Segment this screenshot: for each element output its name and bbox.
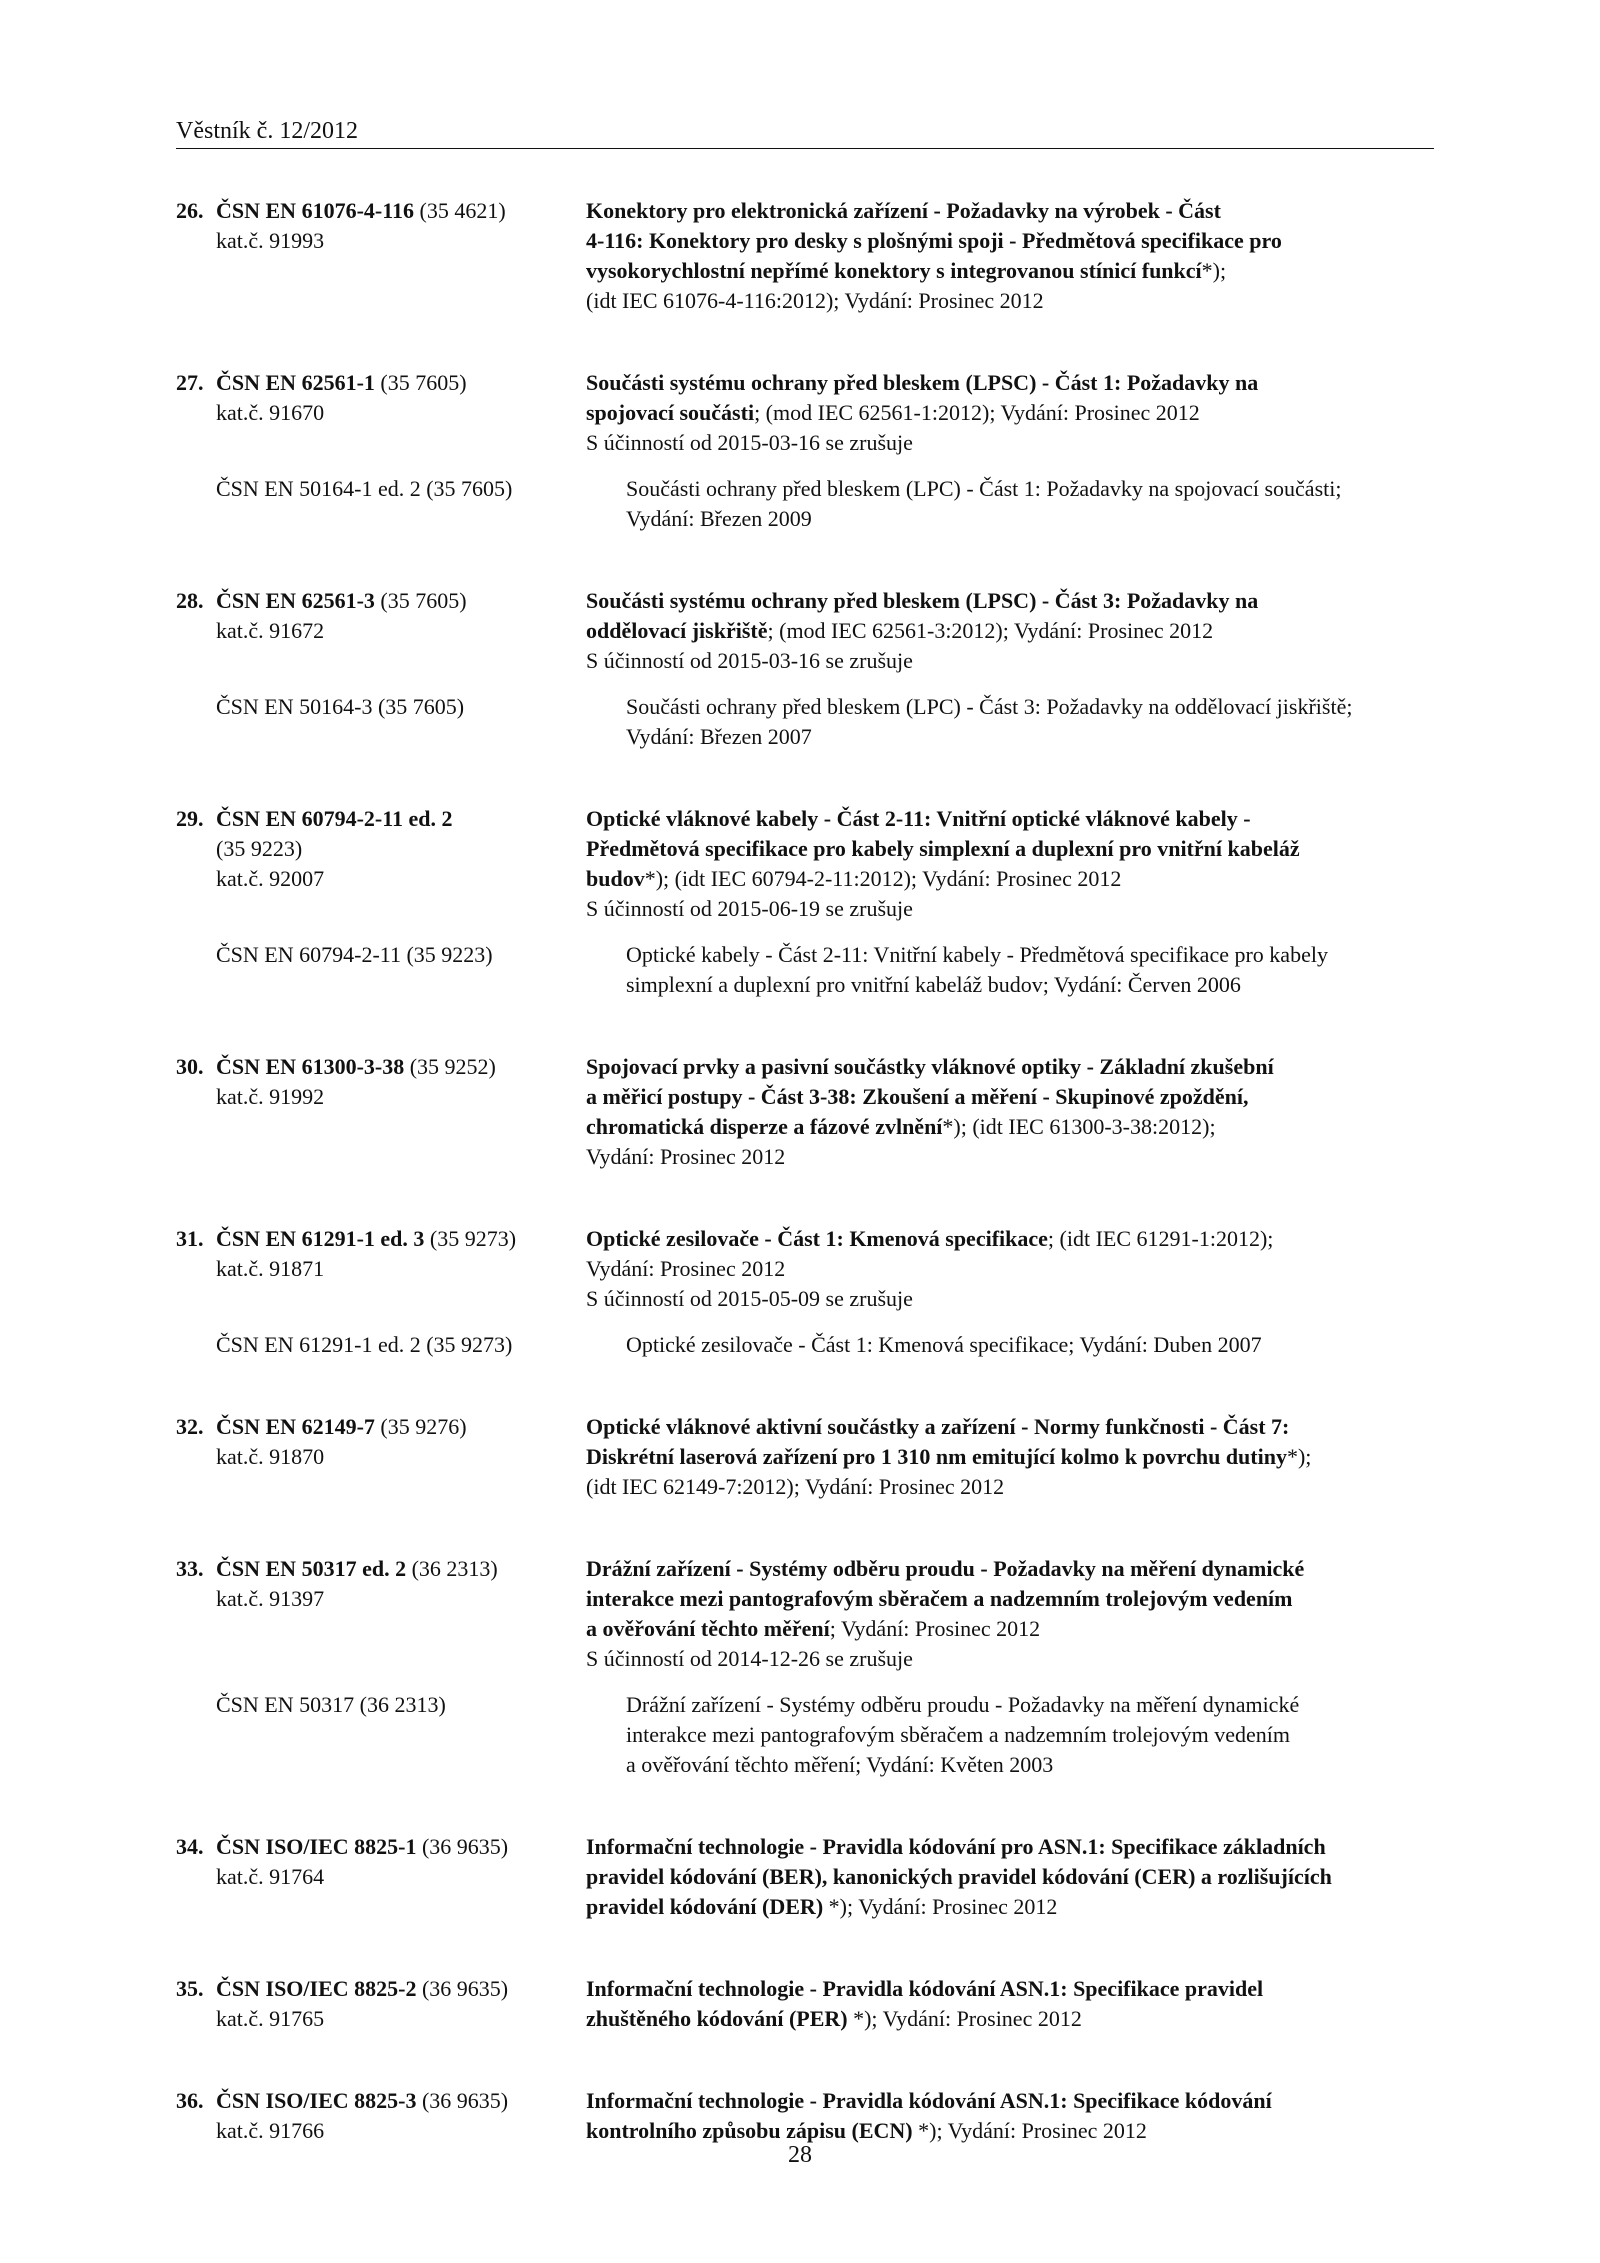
entry-number: 27. [176, 370, 204, 395]
standard-code-line [176, 1052, 586, 1082]
standard-entry [176, 368, 1436, 534]
standard-description [586, 1412, 1436, 1502]
replaced-standard-row [176, 940, 1436, 1000]
standard-title: budov [586, 866, 645, 891]
replaced-standard-code: ČSN EN 50164-3 (35 7605) [216, 694, 465, 719]
entry-number: 28. [176, 588, 204, 613]
journal-title: Věstník č. 12/2012 [176, 118, 358, 144]
standard-code-line [176, 1554, 586, 1584]
standard-code-line [176, 368, 586, 398]
standard-details: S účinností od 2015-03-16 se zrušuje [586, 430, 913, 455]
standard-identifier [176, 586, 586, 676]
standard-description [586, 1832, 1436, 1922]
standard-entry [176, 1974, 1436, 2034]
standard-details: *); [1286, 1444, 1312, 1469]
standard-details: S účinností od 2015-06-19 se zrušuje [586, 896, 913, 921]
standard-identifier [176, 1832, 586, 1922]
standard-code: ČSN EN 60794-2-11 ed. 2 [216, 806, 453, 831]
replaced-standard-description [626, 692, 1436, 752]
standard-description [586, 1974, 1436, 2034]
replaced-standard-text: interakce mezi pantografovým sběračem a nadzemním trolejovým vedením [626, 1722, 1291, 1747]
entry-number: 34. [176, 1834, 204, 1859]
catalog-number: kat.č. 91871 [216, 1256, 325, 1281]
standard-code-line [176, 804, 586, 834]
standard-identifier [176, 1224, 586, 1314]
standards-list [176, 196, 1436, 2198]
standard-details: ; (mod IEC 62561-1:2012); Vydání: Prosinec 2012 [754, 400, 1200, 425]
standard-title: spojovací součásti [586, 400, 755, 425]
catalog-number: kat.č. 91397 [216, 1586, 325, 1611]
standard-entry [176, 1052, 1436, 1172]
standard-main-row [176, 1412, 1436, 1502]
replaced-standard-description [626, 1330, 1436, 1360]
replaced-standard-text: Vydání: Březen 2009 [626, 506, 812, 531]
standard-details: *); (idt IEC 60794-2-11:2012); Vydání: Prosinec 2012 [644, 866, 1122, 891]
standard-code: ČSN EN 61300-3-38 [216, 1054, 405, 1079]
catalog-number: kat.č. 91670 [216, 400, 325, 425]
standard-title: interakce mezi pantografovým sběračem a nadzemním trolejovým vedením [586, 1586, 1293, 1611]
replaced-standard-text: Drážní zařízení - Systémy odběru proudu - Požadavky na měření dynamické [626, 1692, 1300, 1717]
catalog-number: kat.č. 91992 [216, 1084, 325, 1109]
standard-description [586, 1554, 1436, 1674]
replaced-standard-description [626, 474, 1436, 534]
entry-number: 35. [176, 1976, 204, 2001]
standard-description [586, 368, 1436, 458]
standard-details: S účinností od 2014-12-26 se zrušuje [586, 1646, 913, 1671]
catalog-number: kat.č. 91764 [216, 1864, 325, 1889]
standard-entry [176, 1554, 1436, 1780]
replaced-standard-text: Optické zesilovače - Část 1: Kmenová specifikace; Vydání: Duben 2007 [626, 1332, 1262, 1357]
standard-title: pravidel kódování (DER) [586, 1894, 824, 1919]
replaced-standard-row [176, 1330, 1436, 1360]
standard-title: Součásti systému ochrany před bleskem (LPSC) - Část 3: Požadavky na [586, 588, 1259, 613]
standard-description [586, 804, 1436, 924]
standard-code: ČSN EN 62149-7 [216, 1414, 375, 1439]
standard-code: ČSN ISO/IEC 8825-1 [216, 1834, 417, 1859]
standard-title: kontrolního způsobu zápisu (ECN) [586, 2118, 913, 2143]
standard-identifier [176, 1052, 586, 1172]
standard-entry [176, 1224, 1436, 1360]
standard-code: ČSN EN 61291-1 ed. 3 [216, 1226, 425, 1251]
standard-details: *); (idt IEC 61300-3-38:2012); [942, 1114, 1216, 1139]
standard-details: S účinností od 2015-03-16 se zrušuje [586, 648, 913, 673]
standard-main-row [176, 196, 1436, 316]
standard-title: a ověřování těchto měření [586, 1616, 830, 1641]
standard-code: ČSN ISO/IEC 8825-2 [216, 1976, 417, 2001]
catalog-number: kat.č. 92007 [216, 866, 325, 891]
standard-description [586, 1052, 1436, 1172]
standard-main-row [176, 1224, 1436, 1314]
catalog-number: kat.č. 91765 [216, 2006, 325, 2031]
standard-title: Součásti systému ochrany před bleskem (LPSC) - Část 1: Požadavky na [586, 370, 1259, 395]
replaced-standard-text: Součásti ochrany před bleskem (LPC) - Část 1: Požadavky na spojovací součásti; [626, 476, 1342, 501]
catalog-number: kat.č. 91672 [216, 618, 325, 643]
standard-title: Optické vláknové aktivní součástky a zařízení - Normy funkčnosti - Část 7: [586, 1414, 1290, 1439]
standard-identifier [176, 804, 586, 924]
standard-description [586, 1224, 1436, 1314]
standard-title: Konektory pro elektronická zařízení - Požadavky na výrobek - Část [586, 198, 1221, 223]
entry-number: 36. [176, 2088, 204, 2113]
standard-code-line [176, 2086, 586, 2116]
classification-code: (35 4621) [414, 198, 506, 223]
standard-code: ČSN EN 61076-4-116 [216, 198, 415, 223]
standard-title: pravidel kódování (BER), kanonických pravidel kódování (CER) a rozlišujících [586, 1864, 1332, 1889]
classification-code: (35 7605) [374, 370, 467, 395]
standard-title: vysokorychlostní nepřímé konektory s integrovanou stínicí funkcí [586, 258, 1202, 283]
standard-entry [176, 1832, 1436, 1922]
replaced-standard-text: Optické kabely - Část 2-11: Vnitřní kabely - Předmětová specifikace pro kabely [626, 942, 1328, 967]
standard-description [586, 2086, 1436, 2146]
replaced-standard-description [626, 1690, 1436, 1780]
replaced-standard-code: ČSN EN 60794-2-11 (35 9223) [216, 942, 493, 967]
replaced-standard-text: simplexní a duplexní pro vnitřní kabeláž budov; Vydání: Červen 2006 [626, 972, 1241, 997]
standard-code-line [176, 1974, 586, 2004]
entry-number: 32. [176, 1414, 204, 1439]
classification-code: (36 9635) [416, 1976, 509, 2001]
replaced-standard-text: Součásti ochrany před bleskem (LPC) - Část 3: Požadavky na oddělovací jiskřiště; [626, 694, 1353, 719]
catalog-number: kat.č. 91993 [216, 228, 325, 253]
page-header [176, 110, 1434, 149]
standard-entry [176, 196, 1436, 316]
classification-code: (36 2313) [406, 1556, 498, 1581]
standard-code-line [176, 1832, 586, 1862]
standard-main-row [176, 1554, 1436, 1674]
standard-details: ; (mod IEC 62561-3:2012); Vydání: Prosinec 2012 [767, 618, 1214, 643]
standard-description [586, 586, 1436, 676]
standard-title: a měřicí postupy - Část 3-38: Zkoušení a měření - Skupinové zpoždění, [586, 1084, 1249, 1109]
standard-details: (idt IEC 61076-4-116:2012); Vydání: Prosinec 2012 [586, 288, 1044, 313]
standard-title: Drážní zařízení - Systémy odběru proudu - Požadavky na měření dynamické [586, 1556, 1305, 1581]
standard-main-row [176, 1832, 1436, 1922]
standard-identifier [176, 368, 586, 458]
entry-number: 30. [176, 1054, 204, 1079]
standard-details: Vydání: Prosinec 2012 [586, 1256, 786, 1281]
standard-entry [176, 586, 1436, 752]
replaced-standard-code: ČSN EN 61291-1 ed. 2 (35 9273) [216, 1332, 513, 1357]
standard-title: 4-116: Konektory pro desky s plošnými spoji - Předmětová specifikace pro [586, 228, 1282, 253]
standard-entry [176, 804, 1436, 1000]
entry-number: 31. [176, 1226, 204, 1251]
standard-code: ČSN ISO/IEC 8825-3 [216, 2088, 417, 2113]
standard-title: chromatická disperze a fázové zvlnění [586, 1114, 943, 1139]
classification-code: (35 9252) [404, 1054, 496, 1079]
classification-code: (35 7605) [374, 588, 467, 613]
classification-code: (35 9273) [424, 1226, 517, 1251]
standard-details: *); Vydání: Prosinec 2012 [823, 1894, 1058, 1919]
replaced-standard-row [176, 1690, 1436, 1780]
catalog-number: kat.č. 91766 [216, 2118, 325, 2143]
standard-entry [176, 1412, 1436, 1502]
classification-code: (35 9276) [374, 1414, 467, 1439]
standard-title: zhuštěného kódování (PER) [586, 2006, 848, 2031]
standard-title: Optické zesilovače - Část 1: Kmenová specifikace [586, 1226, 1048, 1251]
standard-code-line [176, 196, 586, 226]
standard-code-line [176, 1412, 586, 1442]
catalog-number: kat.č. 91870 [216, 1444, 325, 1469]
page-number: 28 [788, 2142, 812, 2168]
standard-code: ČSN EN 62561-1 [216, 370, 375, 395]
replaced-standard-code: ČSN EN 50164-1 ed. 2 (35 7605) [216, 476, 513, 501]
classification-code: (36 9635) [416, 1834, 509, 1859]
standard-main-row [176, 368, 1436, 458]
standard-title: Optické vláknové kabely - Část 2-11: Vnitřní optické vláknové kabely - [586, 806, 1251, 831]
standard-main-row [176, 1974, 1436, 2034]
standard-code-line [176, 1224, 586, 1254]
classification-code: (35 9223) [216, 836, 303, 861]
standard-details: ; Vydání: Prosinec 2012 [829, 1616, 1041, 1641]
standard-main-row [176, 586, 1436, 676]
replaced-standard-row [176, 474, 1436, 534]
standard-identifier [176, 2086, 586, 2146]
replaced-standard-code: ČSN EN 50317 (36 2313) [216, 1692, 446, 1717]
standard-title: Informační technologie - Pravidla kódování ASN.1: Specifikace kódování [586, 2088, 1272, 2113]
standard-details: *); Vydání: Prosinec 2012 [847, 2006, 1082, 2031]
standard-identifier [176, 1554, 586, 1674]
standard-identifier [176, 1412, 586, 1502]
standard-details: *); Vydání: Prosinec 2012 [912, 2118, 1147, 2143]
standard-entry [176, 2086, 1436, 2146]
standard-title: Informační technologie - Pravidla kódování pro ASN.1: Specifikace základních [586, 1834, 1326, 1859]
replaced-standard-description [626, 940, 1436, 1000]
standard-details: (idt IEC 62149-7:2012); Vydání: Prosinec 2012 [586, 1474, 1005, 1499]
entry-number: 26. [176, 198, 204, 223]
standard-code-line [176, 586, 586, 616]
standard-details: Vydání: Prosinec 2012 [586, 1144, 786, 1169]
standard-main-row [176, 804, 1436, 924]
entry-number: 29. [176, 806, 204, 831]
standard-code: ČSN EN 50317 ed. 2 [216, 1556, 407, 1581]
standard-title: oddělovací jiskřiště [586, 618, 768, 643]
standard-main-row [176, 1052, 1436, 1172]
standard-description [586, 196, 1436, 316]
standard-title: Diskrétní laserová zařízení pro 1 310 nm emitující kolmo k povrchu dutiny [586, 1444, 1287, 1469]
standard-title: Spojovací prvky a pasivní součástky vláknové optiky - Základní zkušební [586, 1054, 1274, 1079]
standard-identifier [176, 196, 586, 316]
standard-title: Předmětová specifikace pro kabely simplexní a duplexní pro vnitřní kabeláž [586, 836, 1300, 861]
classification-code: (36 9635) [416, 2088, 509, 2113]
standard-identifier [176, 1974, 586, 2034]
standard-details: *); [1201, 258, 1227, 283]
replaced-standard-row [176, 692, 1436, 752]
replaced-standard-text: Vydání: Březen 2007 [626, 724, 812, 749]
standard-main-row [176, 2086, 1436, 2146]
entry-number: 33. [176, 1556, 204, 1581]
standard-details: S účinností od 2015-05-09 se zrušuje [586, 1286, 913, 1311]
standard-title: Informační technologie - Pravidla kódování ASN.1: Specifikace pravidel [586, 1976, 1264, 2001]
standard-details: ; (idt IEC 61291-1:2012); [1047, 1226, 1274, 1251]
standard-code: ČSN EN 62561-3 [216, 588, 375, 613]
replaced-standard-text: a ověřování těchto měření; Vydání: Květen 2003 [626, 1752, 1054, 1777]
